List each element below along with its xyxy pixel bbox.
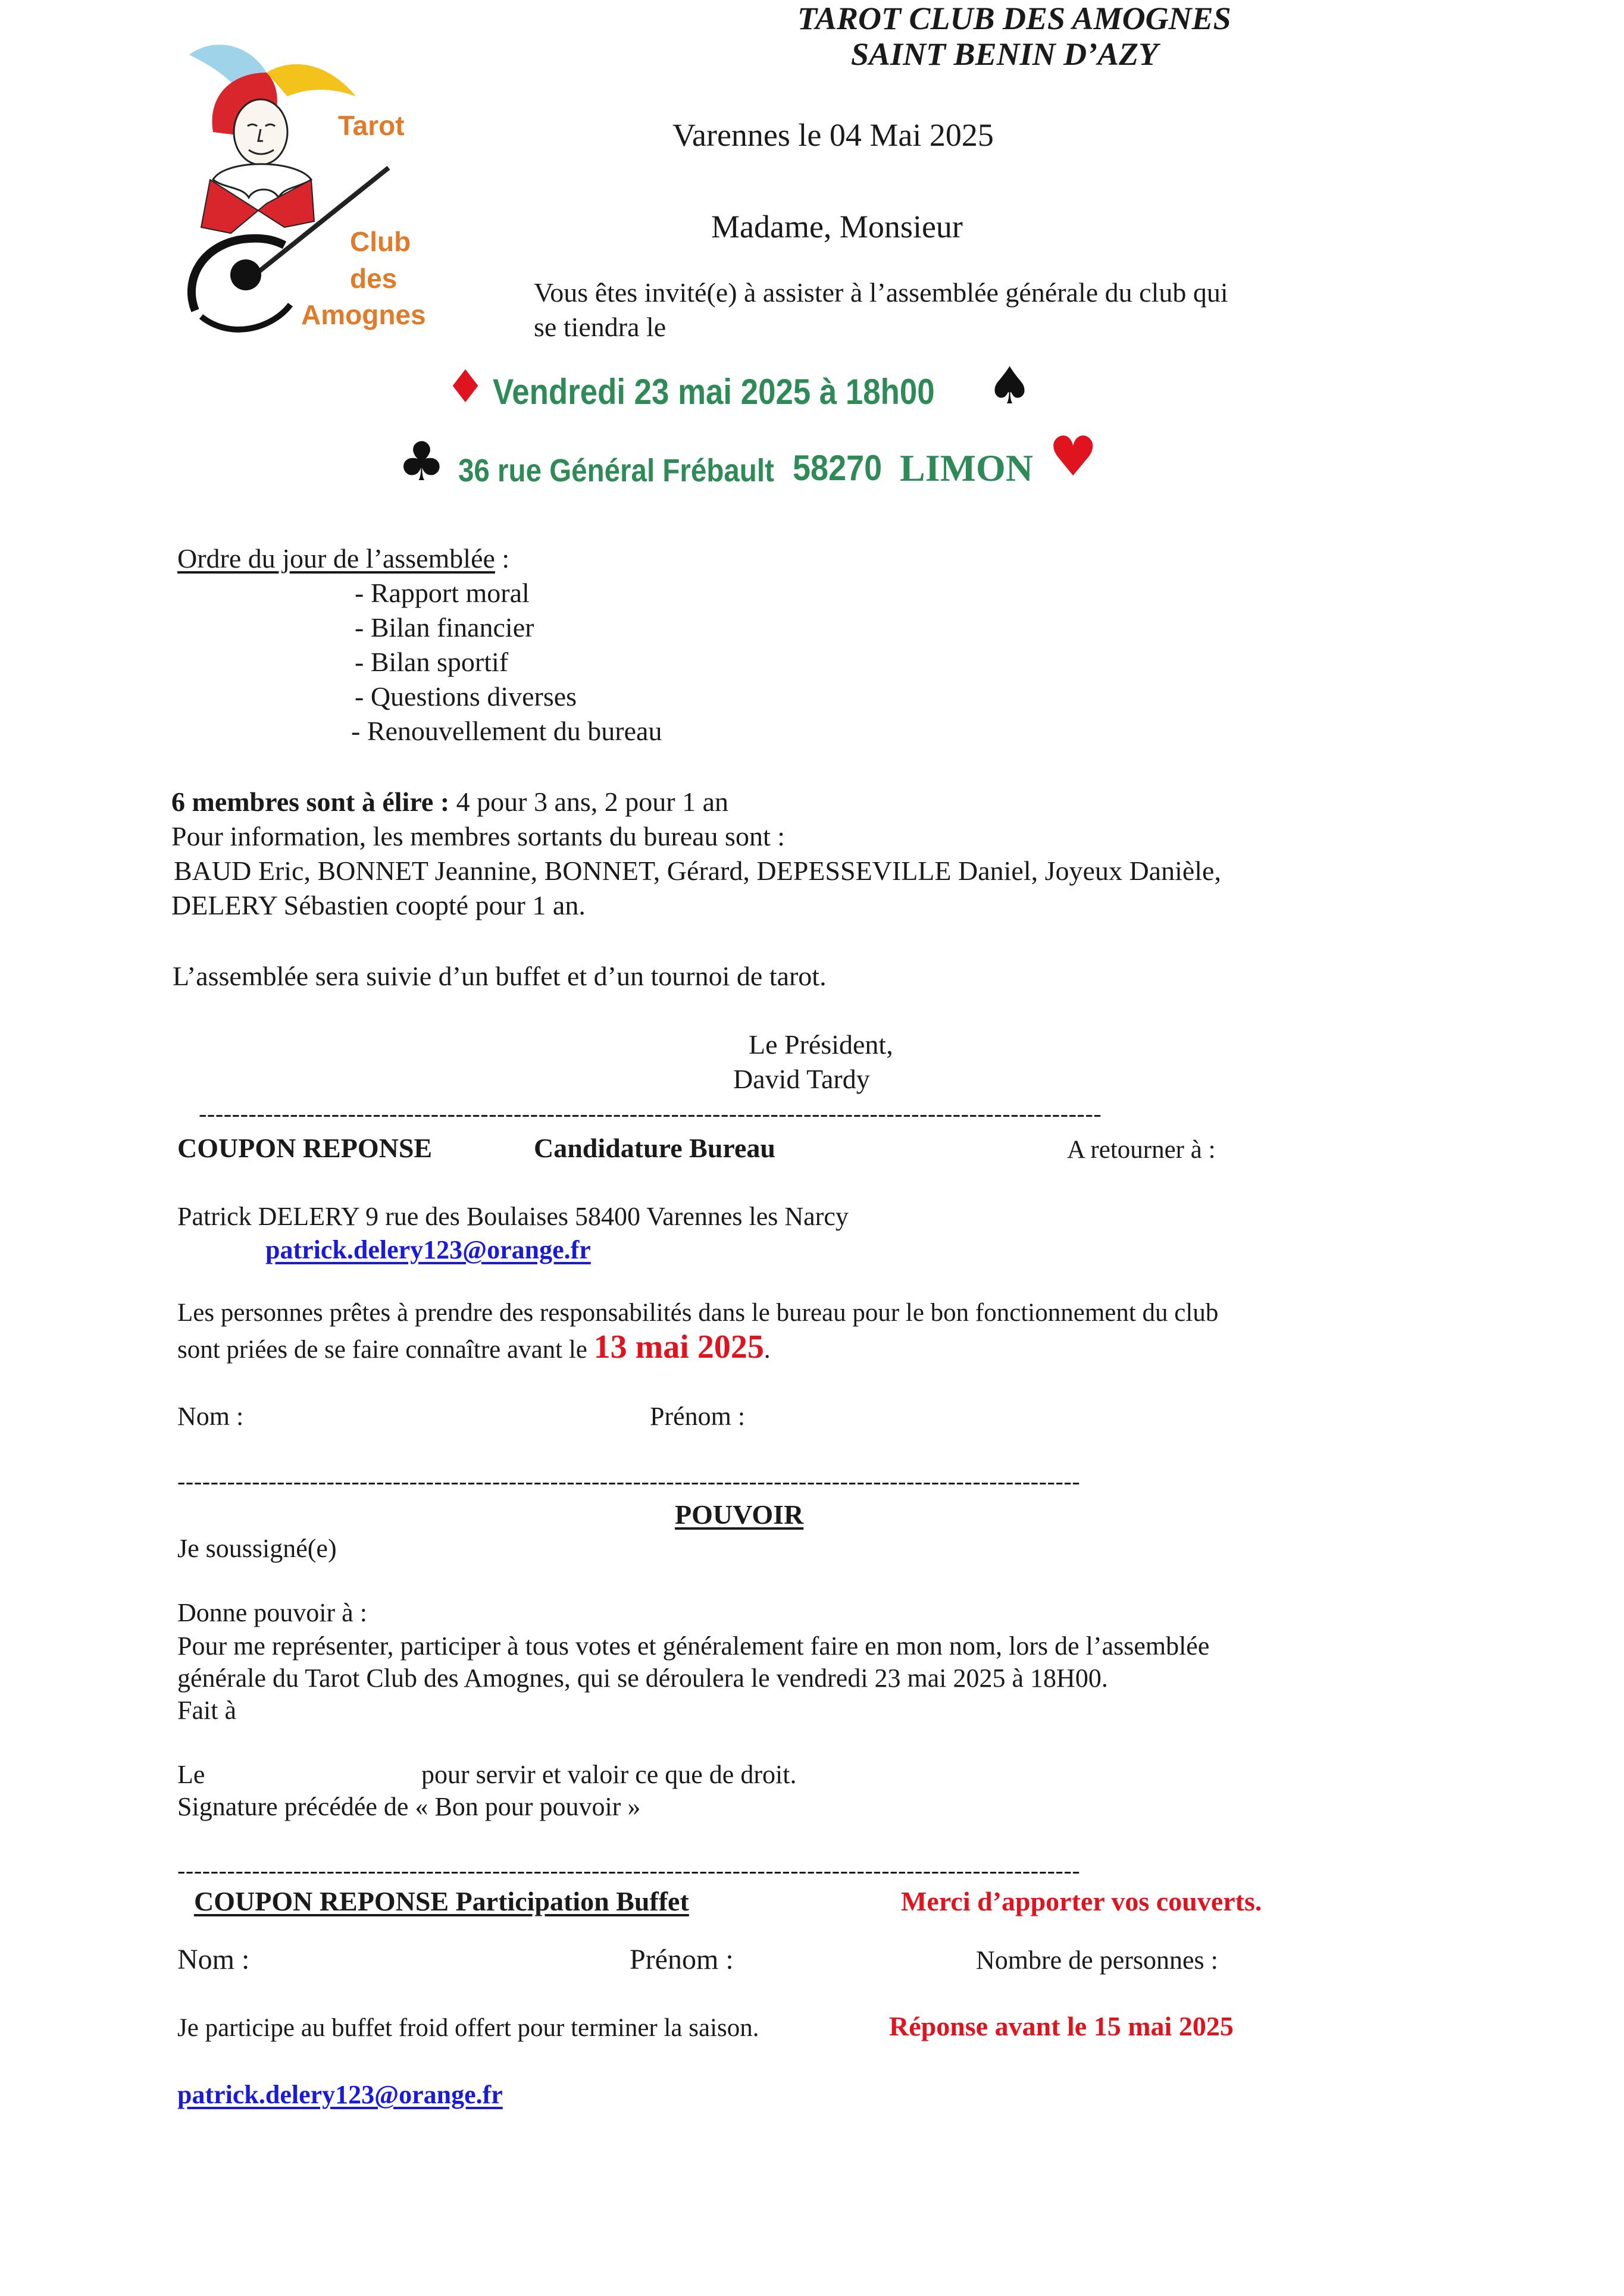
agenda-item: - Bilan financier (355, 612, 534, 643)
separator-line: ------------------------------------------------------------------------------------------------------------- (199, 1100, 1102, 1127)
bureau-nom-label: Nom : (177, 1402, 244, 1431)
event-datetime: Vendredi 23 mai 2025 à 18h00 (493, 372, 935, 412)
bureau-period: . (764, 1336, 771, 1364)
jester-hat-yellow (267, 64, 356, 96)
pouvoir-title: POUVOIR (675, 1499, 804, 1530)
separator-line: ------------------------------------------------------------------------------------------------------------- (177, 1468, 1081, 1495)
election-line (171, 787, 728, 818)
logo-word-amognes: Amognes (301, 299, 426, 330)
agenda-heading (177, 543, 509, 575)
done-at-label: Fait à (177, 1696, 236, 1725)
bureau-prenom-label: Prénom : (650, 1402, 746, 1431)
event-town: LIMON (900, 447, 1033, 489)
election-detail: 4 pour 3 ans, 2 pour 1 an (449, 787, 729, 817)
cutlery-reminder: Merci d’apporter vos couverts. (901, 1886, 1262, 1916)
coupon-buffet-title: COUPON REPONSE Participation Buffet (194, 1886, 689, 1916)
event-street: 36 rue Général Frébault (458, 453, 774, 488)
bureau-email-link[interactable]: patrick.delery123@orange.fr (265, 1235, 591, 1264)
place-date: Varennes le 04 Mai 2025 (672, 117, 994, 153)
logo-word-club: Club (350, 226, 411, 257)
logo-word-des: des (350, 263, 398, 294)
buffet-deadline: Réponse avant le 15 mai 2025 (889, 2011, 1234, 2041)
logo-word-tarot: Tarot (338, 110, 405, 141)
president-role: Le Président, (749, 1029, 893, 1060)
president-name: David Tardy (733, 1064, 870, 1094)
agenda-item: - Renouvellement du bureau (351, 716, 662, 746)
club-name: TAROT CLUB DES AMOGNES (797, 1, 1231, 36)
date-label: Le (177, 1760, 205, 1789)
buffet-email-link[interactable]: patrick.delery123@orange.fr (177, 2080, 503, 2109)
coupon-bureau-subtitle: Candidature Bureau (534, 1133, 776, 1163)
buffet-nom-label: Nom : (177, 1944, 250, 1975)
heart-suit-icon: ♥ (1049, 425, 1098, 488)
outgoing-members-line-2: DELERY Sébastien coopté pour 1 an. (171, 890, 586, 920)
followup-text: L’assemblée sera suivie d’un buffet et d’un tournoi de tarot. (173, 961, 827, 991)
club-suit-icon: ♣ (398, 431, 446, 493)
coupon-bureau-title: COUPON REPONSE (177, 1133, 433, 1163)
bureau-text-line-1: Les personnes prêtes à prendre des responsabilités dans le bureau pour le bon fonctionnement du club (177, 1299, 1219, 1327)
return-to-label: A retourner à : (1067, 1136, 1216, 1164)
agenda-item: - Questions diverses (355, 681, 577, 712)
people-count-label: Nombre de personnes : (976, 1946, 1218, 1975)
intro-line-2: se tiendra le (534, 312, 667, 342)
buffet-participation-text: Je participe au buffet froid offert pour terminer la saison. (177, 2014, 759, 2042)
club-logo (177, 31, 439, 340)
undersigned-label: Je soussigné(e) (177, 1534, 337, 1563)
gives-power-label: Donne pouvoir à : (177, 1598, 367, 1627)
signature-instruction: Signature précédée de « Bon pour pouvoir » (177, 1792, 641, 1821)
banjo-rim-lower (201, 305, 290, 330)
bureau-text-prefix: sont priées de se faire connaître avant le (177, 1336, 594, 1364)
club-city: SAINT BENIN D’AZY (851, 36, 1159, 72)
election-lead: 6 membres sont à élire : (171, 787, 450, 817)
agenda-title: Ordre du jour de l’assemblée (177, 543, 495, 574)
intro-line-1: Vous êtes invité(e) à assister à l’assemblée générale du club qui (534, 277, 1228, 308)
outgoing-members-line-1: BAUD Eric, BONNET Jeannine, BONNET, Gérard, DEPESSEVILLE Daniel, Joyeux Danièle, (174, 856, 1221, 886)
bureau-deadline: 13 mai 2025 (593, 1329, 764, 1365)
return-address: Patrick DELERY 9 rue des Boulaises 58400 Varennes les Narcy (177, 1202, 849, 1231)
agenda-item: - Bilan sportif (355, 647, 509, 677)
salutation: Madame, Monsieur (711, 209, 963, 245)
banjo-head (230, 259, 261, 290)
buffet-prenom-label: Prénom : (630, 1944, 734, 1975)
diamond-suit-icon: ♦ (445, 360, 486, 413)
separator-line: ------------------------------------------------------------------------------------------------------------- (177, 1857, 1081, 1884)
pouvoir-text-line-2: générale du Tarot Club des Amognes, qui se déroulera le vendredi 23 mai 2025 à 18H00. (177, 1664, 1108, 1693)
agenda-colon: : (495, 543, 510, 574)
spade-suit-icon: ♠ (987, 356, 1033, 416)
bureau-text-line-2 (177, 1328, 771, 1366)
valid-text: pour servir et valoir ce que de droit. (421, 1760, 797, 1789)
event-postcode: 58270 (793, 448, 883, 488)
pouvoir-text-line-1: Pour me représenter, participer à tous votes et généralement faire en mon nom, lors de l’assemblée (177, 1631, 1210, 1661)
agenda-item: - Rapport moral (355, 578, 530, 608)
election-info: Pour information, les membres sortants du bureau sont : (171, 821, 786, 851)
